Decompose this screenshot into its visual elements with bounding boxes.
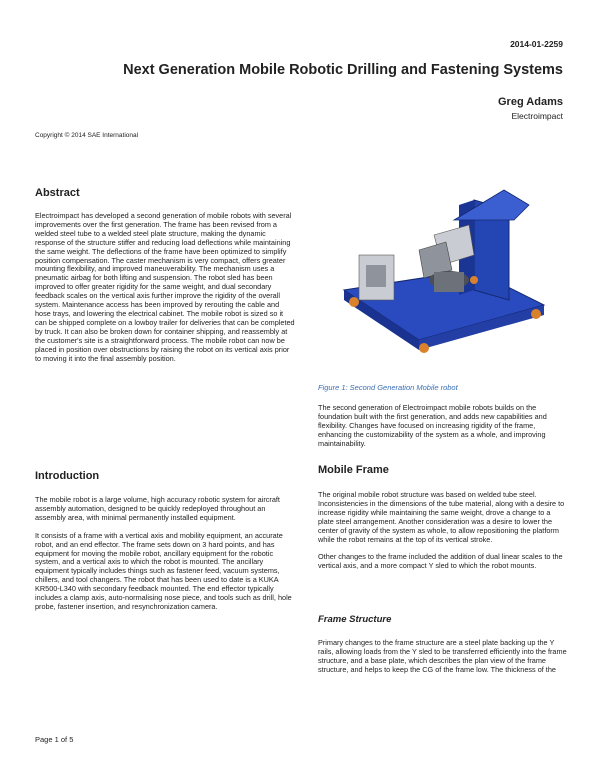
mobile-robot-illustration [324, 180, 556, 360]
introduction-heading: Introduction [35, 470, 100, 482]
mobile-frame-paragraph-1: The original mobile robot structure was based on welded tube steel. Inconsistencies in the dimensions of the tube material, along with a desire to increase rigidity while maintaining the same weight, drove a change to a plate steel arrangement. Another consideration was a desire to lower the center of gravity of the system as whole, to allow repositioning the platform while the robot remains at the top of its vertical stroke. [318, 490, 565, 544]
abstract-paragraph: Electroimpact has developed a second generation of mobile robots with several improvements over the first generation. The frame has been revised from a welded steel tube to a welded steel plate structure, making the dynamic response of the structure stiffer and reducing load deflections while maintaining the same weight. The deflections of the frame have been optimized to simplify position compensation. The caster mechanism is very compact, offers greater mounting flexibility, and improved maneuverability. The mechanism uses a pneumatic airbag for both lifting and suspension. The robot sled has been improved to offer greater rigidity for the same weight, and dual secondary feedback scales on the vertical axis further improve the rigidity of the overall system. Maintenance access has been improved by rerouting the cable and hose trays, and lowering the electrical cabinet. The mobile robot is sized so it can be shipped complete on a lowboy trailer for deliveries that can be completed by truck. It can also be broken down for container shipping, and reassembly at the customer's site is a straightforward process. The mobile robot can now be placed in position over obstructions by raising the robot on its vertical axis prior to moving it into the final assembly position. [35, 211, 295, 363]
figure-caption: Figure 1: Second Generation Mobile robot [318, 383, 458, 392]
intro-paragraph-2: It consists of a frame with a vertical axis and mobility equipment, an accurate robot, and an end effector. The frame sets down on 3 hard points, and has equipment for moving the mobile robot, ancillary equipment for the robotic system, and a vertical axis to which the robot is mounted. The ancillary equipment typically includes things such as fastener feed, vacuum systems, chillers, and tool changers. The robot that has been used to date is a KUKA KR500-L340 with secondary feedback mounted. The end effector typically includes a clamp axis, auto-normalising nose piece, and tools such as drill, hole probe, fastener insertion, and resynchronization camera. [35, 530, 292, 611]
frame-structure-text [318, 639, 568, 675]
right-intro-paragraph: The second generation of Electroimpact mobile robots builds on the foundation built with the first generation, and adds new capabilities and flexibility. Changes have focused on increasing rigidity of the frame, enhancing the customizability of the system as a whole, and improving maintainability. [318, 403, 547, 448]
mobile-frame-paragraph-2: Other changes to the frame included the addition of dual linear scales to the vertical axis, and a more compact Y sled to which the robot mounts. [318, 552, 563, 571]
mobile-frame-text [318, 491, 568, 571]
author-affiliation: Electroimpact [511, 111, 563, 121]
paper-id: 2014-01-2259 [510, 39, 563, 49]
introduction-text [35, 496, 295, 612]
frame-structure-paragraph: Primary changes to the frame structure are a steel plate backing up the Y rails, allowing loads from the Y sled to be transferred efficiently into the frame structure, and a base plate, which describes the plan view of the frame structure, and helps to keep the CG of the frame low. The thickness of the [318, 638, 567, 674]
copyright-notice: Copyright © 2014 SAE International [35, 132, 139, 139]
intro-paragraph-1: The mobile robot is a large volume, high accuracy robotic system for aircraft assembly automation, designed to be quickly redeployed throughout an assembly area, with minimal permanently installed equipment. [35, 495, 280, 522]
abstract-heading: Abstract [35, 187, 80, 199]
author-name: Greg Adams [497, 96, 563, 108]
right-intro-text [318, 404, 568, 449]
paper-title: Next Generation Mobile Robotic Drilling and Fastening Systems [123, 62, 563, 78]
mobile-frame-heading: Mobile Frame [318, 464, 389, 476]
abstract-text [35, 212, 295, 363]
page-number: Page 1 of 5 [35, 735, 74, 744]
frame-structure-heading: Frame Structure [318, 614, 392, 625]
mobile-robot-figure [324, 180, 556, 360]
